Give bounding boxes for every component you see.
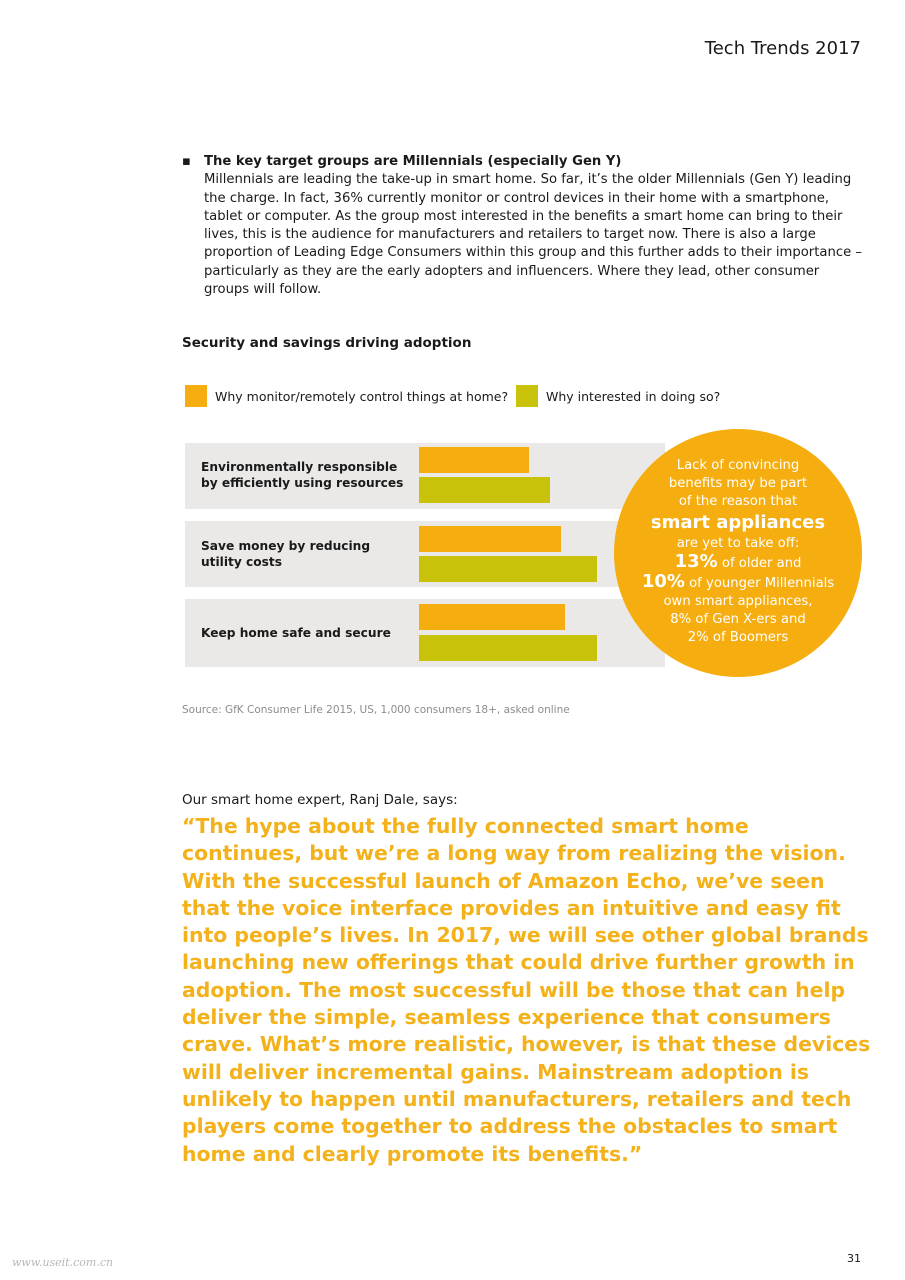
bar-monitor-save-money <box>419 526 561 552</box>
bullet-text <box>204 153 867 299</box>
bullet-paragraph <box>182 153 867 299</box>
callout-line-3: of the reason that <box>678 494 798 509</box>
bar-monitor-environment <box>419 447 529 473</box>
callout-line-6: 8% of Gen X-ers and <box>670 612 806 627</box>
callout-highlight: smart appliances <box>650 512 826 533</box>
page-number: 31 <box>847 1252 861 1265</box>
bullet-heading: The key target groups are Millennials (especially Gen Y) <box>204 154 622 169</box>
callout-stat-2-text: of younger Millennials <box>689 576 835 591</box>
callout-line-7: 2% of Boomers <box>687 630 789 645</box>
bullet-body: Millennials are leading the take-up in smart home. So far, it’s the older Millennials (Gen Y) leading the charge. In fact, 36% currently monitor or control devices in their home with a smartphone, tablet or computer. As the group most interested in the benefits a smart home can bring to their lives, this is the audience for manufacturers and retailers to target now. There is also a large proportion of Leading Edge Consumers within this group and this further adds to their importance – particularly as they are the early adopters and influencers. Where they lead, other consumer groups will follow. <box>204 172 862 298</box>
callout-stat-1 <box>614 553 862 573</box>
callout-stat-1-value: 13% <box>674 551 718 572</box>
bar-interested-environment <box>419 477 550 503</box>
chart-source-note: Source: GfK Consumer Life 2015, US, 1,000 consumers 18+, asked online <box>182 704 570 716</box>
quote-intro: Our smart home expert, Ranj Dale, says: <box>182 792 458 808</box>
chart-row-safe-secure <box>185 599 665 667</box>
callout-stat-2 <box>614 573 862 593</box>
chart-row-environment <box>185 443 665 509</box>
legend-item-interested <box>516 385 720 407</box>
bullet-marker: ▪ <box>182 154 191 169</box>
category-label-safe-secure: Keep home safe and secure <box>201 626 391 640</box>
callout-stat-2-value: 10% <box>641 571 685 592</box>
callout-stat-1-text: of older and <box>721 556 802 571</box>
category-label-environment: Environmentally responsible by efficiently using resources <box>201 460 404 490</box>
category-label-save-money: Save money by reducing utility costs <box>201 539 371 569</box>
chart-row-save-money <box>185 521 665 587</box>
page-header-title: Tech Trends 2017 <box>704 38 861 59</box>
legend-label-interested: Why interested in doing so? <box>546 388 721 404</box>
bar-monitor-safe-secure <box>419 604 565 630</box>
legend-swatch-olive <box>516 385 538 407</box>
site-watermark: www.useit.com.cn <box>12 1256 114 1269</box>
callout-line-4: are yet to take off: <box>676 536 800 551</box>
chart-title: Security and savings driving adoption <box>182 335 472 351</box>
callout-line-5: own smart appliances, <box>663 594 813 609</box>
callout-line-2: benefits may be part <box>668 476 808 491</box>
legend-swatch-orange <box>185 385 207 407</box>
bar-interested-safe-secure <box>419 635 597 661</box>
callout-circle <box>614 429 862 677</box>
bar-interested-save-money <box>419 556 597 582</box>
legend-label-monitor: Why monitor/remotely control things at home? <box>215 388 509 404</box>
callout-line-1: Lack of convincing <box>676 458 800 473</box>
expert-quote: “The hype about the fully connected smart home continues, but we’re a long way from realizing the vision. With the successful launch of Amazon Echo, we’ve seen that the voice interface provides an intuitive and easy fit into people’s lives. In 2017, we will see other global brands launching new offerings that could drive further growth in adoption. The most successful will be those that can help deliver the simple, seamless experience that consumers crave. What’s more realistic, however, is that these devices will deliver incremental gains. Mainstream adoption is unlikely to happen until manufacturers, retailers and tech players come together to address the obstacles to smart home and clearly promote its benefits.” <box>182 814 871 1166</box>
callout-text <box>614 457 862 647</box>
legend-item-monitor <box>185 385 508 407</box>
